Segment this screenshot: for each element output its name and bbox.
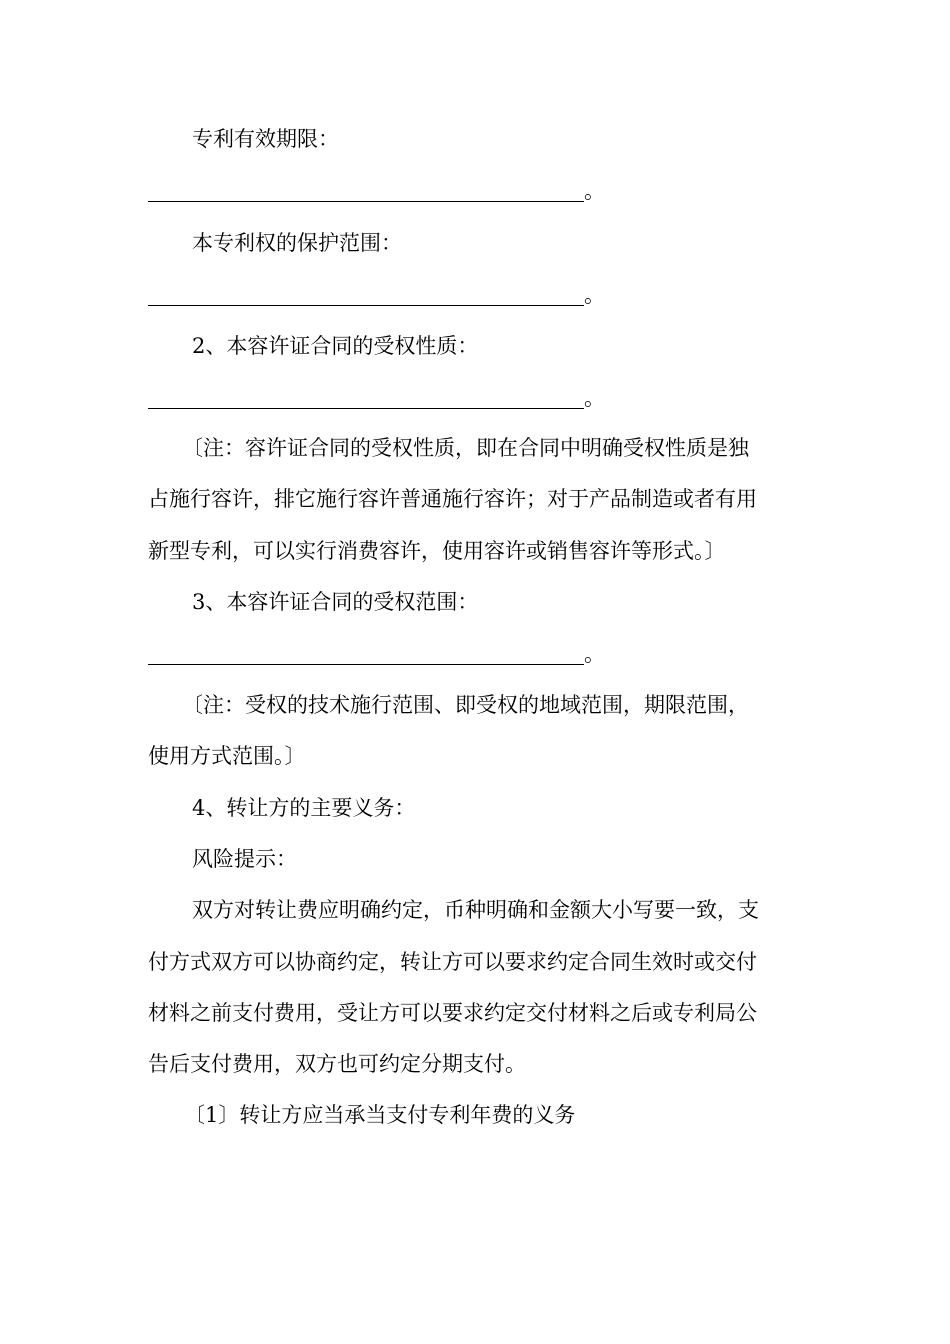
item3-heading: 3、本容许证合同的受权范围：: [192, 590, 479, 614]
sub-item-1: 〔1〕转让方应当承当支付专利年费的义务: [184, 1103, 576, 1127]
patent-validity-label: 专利有效期限：: [192, 127, 339, 151]
risk-text-line2: 付方式双方可以协商约定，转让方可以要求约定合同生效时或交付: [148, 950, 757, 974]
risk-heading: 风险提示：: [192, 847, 297, 871]
period-mark: 。: [584, 386, 605, 410]
fill-in-underline: [148, 285, 584, 306]
item3-blank: [148, 641, 605, 667]
fill-in-underline: [148, 644, 584, 665]
note1-line1: 〔注：容许证合同的受权性质，即在合同中明确受权性质是独: [182, 436, 749, 460]
patent-validity-blank: [148, 178, 605, 204]
protection-scope-label: 本专利权的保护范围：: [192, 231, 402, 255]
fill-in-underline: [148, 181, 584, 202]
item4-heading: 4、转让方的主要义务：: [192, 796, 416, 820]
note2-line2: 使用方式范围。〕: [148, 744, 306, 768]
note2-line1: 〔注：受权的技术施行范围、即受权的地域范围，期限范围，: [182, 693, 749, 717]
risk-text-line3: 材料之前支付费用，受让方可以要求约定交付材料之后或专利局公: [148, 1001, 757, 1025]
period-mark: 。: [584, 642, 605, 666]
risk-text-line4: 告后支付费用，双方也可约定分期支付。: [148, 1052, 526, 1076]
note1-line3: 新型专利，可以实行消费容许，使用容许或销售容许等形式。〕: [148, 539, 726, 563]
period-mark: 。: [584, 283, 605, 307]
protection-scope-blank: [148, 282, 605, 308]
fill-in-underline: [148, 388, 584, 409]
risk-text-line1: 双方对转让费应明确约定，币种明确和金额大小写要一致，支: [192, 898, 759, 922]
item2-blank: [148, 385, 605, 411]
item2-heading: 2、本容许证合同的受权性质：: [192, 334, 479, 358]
period-mark: 。: [584, 179, 605, 203]
note1-line2: 占施行容许，排它施行容许普通施行容许；对于产品制造或者有用: [148, 487, 757, 511]
